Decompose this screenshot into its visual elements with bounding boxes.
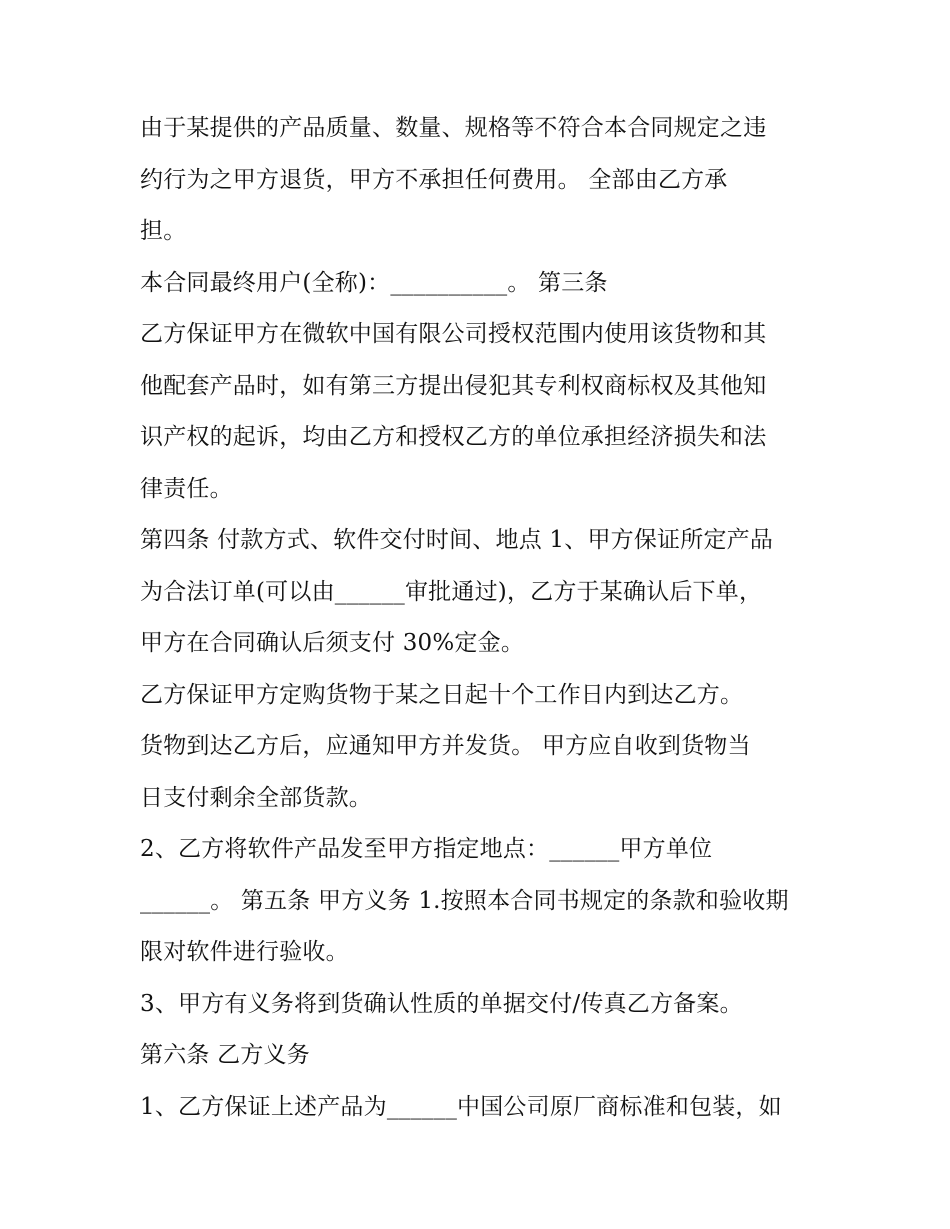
text-line-8: 律责任。 — [140, 475, 233, 502]
text-line-12: 乙方保证甲方定购货物于某之日起十个工作日内到达乙方。 — [140, 681, 744, 708]
text-line-6: 他配套产品时，如有第三方提出侵犯其专利权商标权及其他知 — [140, 372, 767, 399]
text-line-5: 乙方保证甲方在微软中国有限公司授权范围内使用该货物和其 — [140, 321, 767, 347]
text-line-2: 约行为之甲方退货，甲方不承担任何费用。 全部由乙方承 — [140, 166, 728, 193]
text-line-1: 由于某提供的产品质量、数量、规格等不符合本合同规定之违 — [140, 115, 767, 141]
text-line-7: 识产权的起诉，均由乙方和授权乙方的单位承担经济损失和法 — [140, 424, 767, 450]
text-line-13: 货物到达乙方后，应通知甲方并发货。 甲方应自收到货物当 — [140, 733, 751, 759]
text-line-11: 甲方在合同确认后须支付 30%定金。 — [140, 630, 525, 656]
text-line-4: 本合同最终用户(全称)：__________。 第三条 — [140, 269, 608, 296]
contract-text-block — [140, 103, 820, 1133]
text-line-3: 担。 — [140, 218, 187, 244]
text-line-10: 为合法订单(可以由______审批通过)，乙方于某确认后下单， — [140, 578, 763, 605]
text-line-15: 2、乙方将软件产品发至甲方指定地点：______甲方单位 — [140, 836, 713, 862]
text-line-14: 日支付剩余全部货款。 — [140, 784, 372, 811]
text-line-9: 第四条 付款方式、软件交付时间、地点 1、甲方保证所定产品 — [140, 527, 774, 553]
text-line-16: ______。 第五条 甲方义务 1.按照本合同书规定的条款和验收期 — [140, 887, 789, 914]
text-line-20: 1、乙方保证上述产品为______中国公司原厂商标准和包装，如 — [140, 1093, 782, 1120]
text-line-18: 3、甲方有义务将到货确认性质的单据交付/传真乙方备案。 — [140, 990, 743, 1017]
text-line-17: 限对软件进行验收。 — [140, 939, 349, 965]
text-line-19: 第六条 乙方义务 — [140, 1042, 310, 1068]
